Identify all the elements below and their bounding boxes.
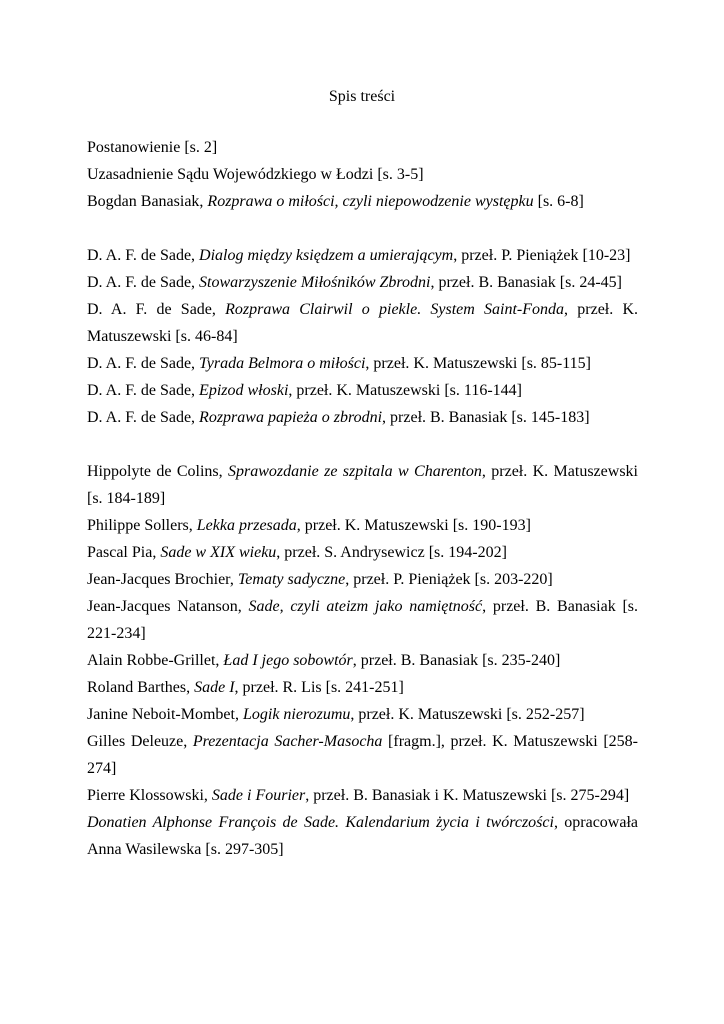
toc-entry-title: Sade, czyli ateizm jako namiętność (248, 598, 483, 615)
toc-entry-author: Gilles Deleuze, (87, 733, 193, 750)
toc-entry-details: [s. 6-8] (533, 193, 584, 210)
toc-entry (87, 728, 638, 782)
toc-entry-title: Prezentacja Sacher-Masocha (192, 733, 383, 750)
toc-entry-author: D. A. F. de Sade, (87, 301, 226, 318)
toc-group (87, 242, 638, 431)
toc-group (87, 134, 638, 215)
toc-entry-details: , przeł. P. Pieniążek [10-23] (453, 247, 631, 264)
toc-entry (87, 161, 638, 188)
toc-entry-author: Bogdan Banasiak, (87, 193, 208, 210)
toc-entry-author: D. A. F. de Sade, (87, 274, 200, 291)
toc-entry-details: , przeł. K. Matuszewski [s. 190-193] (296, 517, 531, 534)
toc-entry (87, 188, 638, 215)
toc-entry-title: Epizod włoski (199, 382, 289, 399)
toc-entry (87, 404, 638, 431)
toc-entry-author: Postanowienie [s. 2] (87, 139, 218, 156)
toc-entry-title: Sprawozdanie ze szpitala w Charenton (228, 463, 482, 480)
toc-entry-author: Pascal Pia, (87, 544, 161, 561)
toc-entry-title: Sade w XIX wieku (160, 544, 277, 561)
toc-entry-author: D. A. F. de Sade, (87, 247, 200, 264)
toc-entry-title: Ład I jego sobowtór (223, 652, 353, 669)
toc-entry-details: , przeł. K. Matuszewski [s. 116-144] (288, 382, 522, 399)
toc-entry (87, 458, 638, 512)
toc-entry-details: , przeł. B. Banasiak [s. 235-240] (352, 652, 561, 669)
toc-entry-title: Sade I (194, 679, 235, 696)
toc-entry-title: Donatien Alphonse François de Sade. Kalendarium życia i twórczości (87, 814, 554, 831)
toc-entry-details: , przeł. K. Matuszewski [s. 184-189] (87, 463, 638, 507)
toc-entry-author: Janine Neboit-Mombet, (87, 706, 243, 723)
toc-entry-details: , przeł. S. Andrysewicz [s. 194-202] (276, 544, 507, 561)
toc-entry (87, 566, 638, 593)
toc-entry-title: Lekka przesada (196, 517, 297, 534)
toc-entry-details: , przeł. K. Matuszewski [s. 46-84] (87, 301, 639, 345)
toc-entry (87, 377, 638, 404)
toc-entry-title: Rozprawa o miłości, czyli niepowodzenie występku (207, 193, 534, 210)
table-of-contents (87, 134, 638, 863)
toc-entry-details: , przeł. B. Banasiak [s. 24-45] (430, 274, 622, 291)
toc-entry-author: D. A. F. de Sade, (87, 382, 200, 399)
toc-entry (87, 242, 638, 269)
toc-entry-details: [fragm.], przeł. K. Matuszewski [258-274] (87, 733, 639, 777)
toc-entry-title: Rozprawa papieża o zbrodni (199, 409, 383, 426)
toc-entry (87, 593, 638, 647)
toc-entry (87, 512, 638, 539)
toc-group (87, 458, 638, 863)
toc-entry (87, 674, 638, 701)
toc-entry-title: Sade i Fourier (211, 787, 306, 804)
toc-entry-author: Jean-Jacques Natanson, (87, 598, 249, 615)
toc-entry (87, 539, 638, 566)
toc-entry (87, 782, 638, 809)
toc-entry-title: Tyrada Belmora o miłości (199, 355, 366, 372)
toc-entry-details: , przeł. K. Matuszewski [s. 85-115] (365, 355, 591, 372)
toc-entry-details: , przeł. B. Banasiak [s. 221-234] (87, 598, 639, 642)
toc-entry-details: , przeł. R. Lis [s. 241-251] (234, 679, 404, 696)
toc-entry-title: Dialog między księdzem a umierającym (199, 247, 454, 264)
toc-entry-author: D. A. F. de Sade, (87, 355, 200, 372)
toc-entry (87, 701, 638, 728)
toc-entry-author: Uzasadnienie Sądu Wojewódzkiego w Łodzi [s. 3-5] (87, 166, 424, 183)
toc-entry-title: Rozprawa Clairwil o piekle. System Saint-Fonda (225, 301, 565, 318)
toc-entry-author: Roland Barthes, (87, 679, 195, 696)
toc-entry (87, 350, 638, 377)
toc-entry-title: Tematy sadyczne (237, 571, 346, 588)
toc-entry-author: Pierre Klossowski, (87, 787, 212, 804)
toc-entry (87, 809, 638, 863)
toc-entry-author: Alain Robbe-Grillet, (87, 652, 224, 669)
toc-entry (87, 269, 638, 296)
toc-entry-author: Jean-Jacques Brochier, (87, 571, 238, 588)
toc-entry-details: , przeł. K. Matuszewski [s. 252-257] (350, 706, 585, 723)
toc-entry-details: , przeł. B. Banasiak [s. 145-183] (382, 409, 590, 426)
toc-entry-details: , przeł. B. Banasiak i K. Matuszewski [s. 275-294] (305, 787, 630, 804)
toc-entry-details: , opracowała Anna Wasilewska [s. 297-305] (87, 814, 639, 858)
toc-entry (87, 647, 638, 674)
toc-entry (87, 296, 638, 350)
toc-entry-title: Logik nierozumu (242, 706, 351, 723)
toc-entry-details: , przeł. P. Pieniążek [s. 203-220] (345, 571, 553, 588)
toc-entry-author: Philippe Sollers, (87, 517, 197, 534)
toc-entry-author: Hippolyte de Colins, (87, 463, 229, 480)
toc-entry-title: Stowarzyszenie Miłośników Zbrodni (199, 274, 431, 291)
toc-entry-author: D. A. F. de Sade, (87, 409, 200, 426)
page-title: Spis treści (328, 88, 396, 105)
toc-entry (87, 134, 638, 161)
